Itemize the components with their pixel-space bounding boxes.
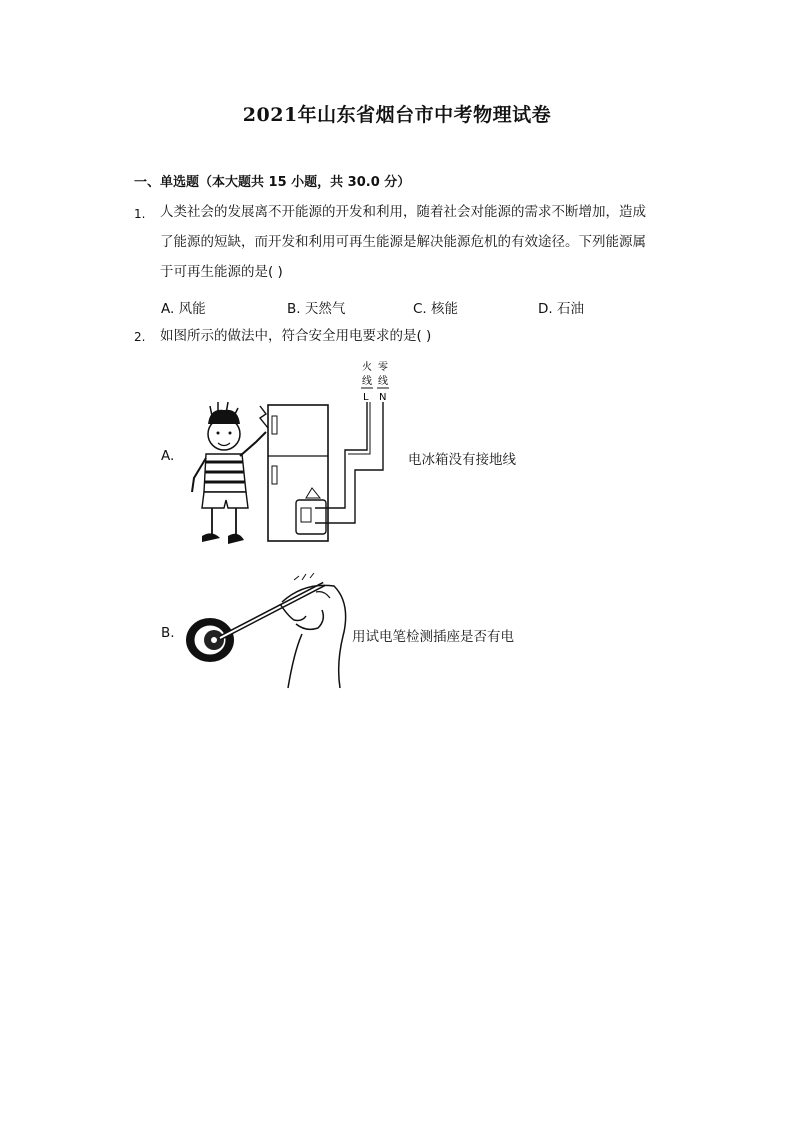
question-2-option-b-caption: 用试电笔检测插座是否有电 (352, 629, 514, 645)
question-1-line-2: 了能源的短缺，而开发和利用可再生能源是解决能源危机的有效途径。下列能源属 (160, 234, 646, 250)
live-wire-letter: L (363, 392, 369, 403)
live-wire-label-top: 火 (362, 362, 372, 373)
option-text: 石油 (556, 301, 584, 317)
question-2-option-a-letter[interactable]: A. (161, 448, 175, 464)
neutral-wire-label-mid: 线 (378, 376, 388, 387)
section-heading: 一、单选题（本大题共 15 小题，共 30.0 分） (134, 175, 411, 190)
option-text: 风能 (178, 301, 206, 317)
neutral-wire-label-top: 零 (378, 362, 388, 373)
option-letter: B. (287, 301, 301, 317)
question-1-line-3: 于可再生能源的是( ) (160, 264, 283, 280)
question-1-number: 1. (134, 207, 146, 221)
question-1-option-b[interactable] (287, 297, 345, 317)
question-1-line-1: 人类社会的发展离不开能源的开发和利用，随着社会对能源的需求不断增加，造成 (160, 204, 646, 220)
neutral-wire-letter: N (379, 392, 387, 403)
option-text: 天然气 (304, 301, 346, 317)
live-wire-label-mid: 线 (362, 376, 372, 387)
option-letter: C. (413, 301, 427, 317)
question-2-option-a-caption: 电冰箱没有接地线 (408, 452, 516, 468)
question-2-text: 如图所示的做法中，符合安全用电要求的是( ) (160, 328, 432, 344)
question-1-option-d[interactable] (538, 297, 584, 317)
option-letter: D. (538, 301, 553, 317)
question-2-option-b-letter[interactable]: B. (161, 625, 175, 641)
test-pen-socket-illustration (184, 572, 352, 688)
question-1-option-a[interactable] (161, 297, 206, 317)
refrigerator-no-ground-illustration (180, 358, 400, 554)
option-letter: A. (161, 301, 175, 317)
page-title: 2021年山东省烟台市中考物理试卷 (242, 104, 552, 126)
question-1-option-c[interactable] (413, 297, 458, 317)
question-2-number: 2. (134, 330, 146, 344)
option-text: 核能 (431, 301, 459, 317)
